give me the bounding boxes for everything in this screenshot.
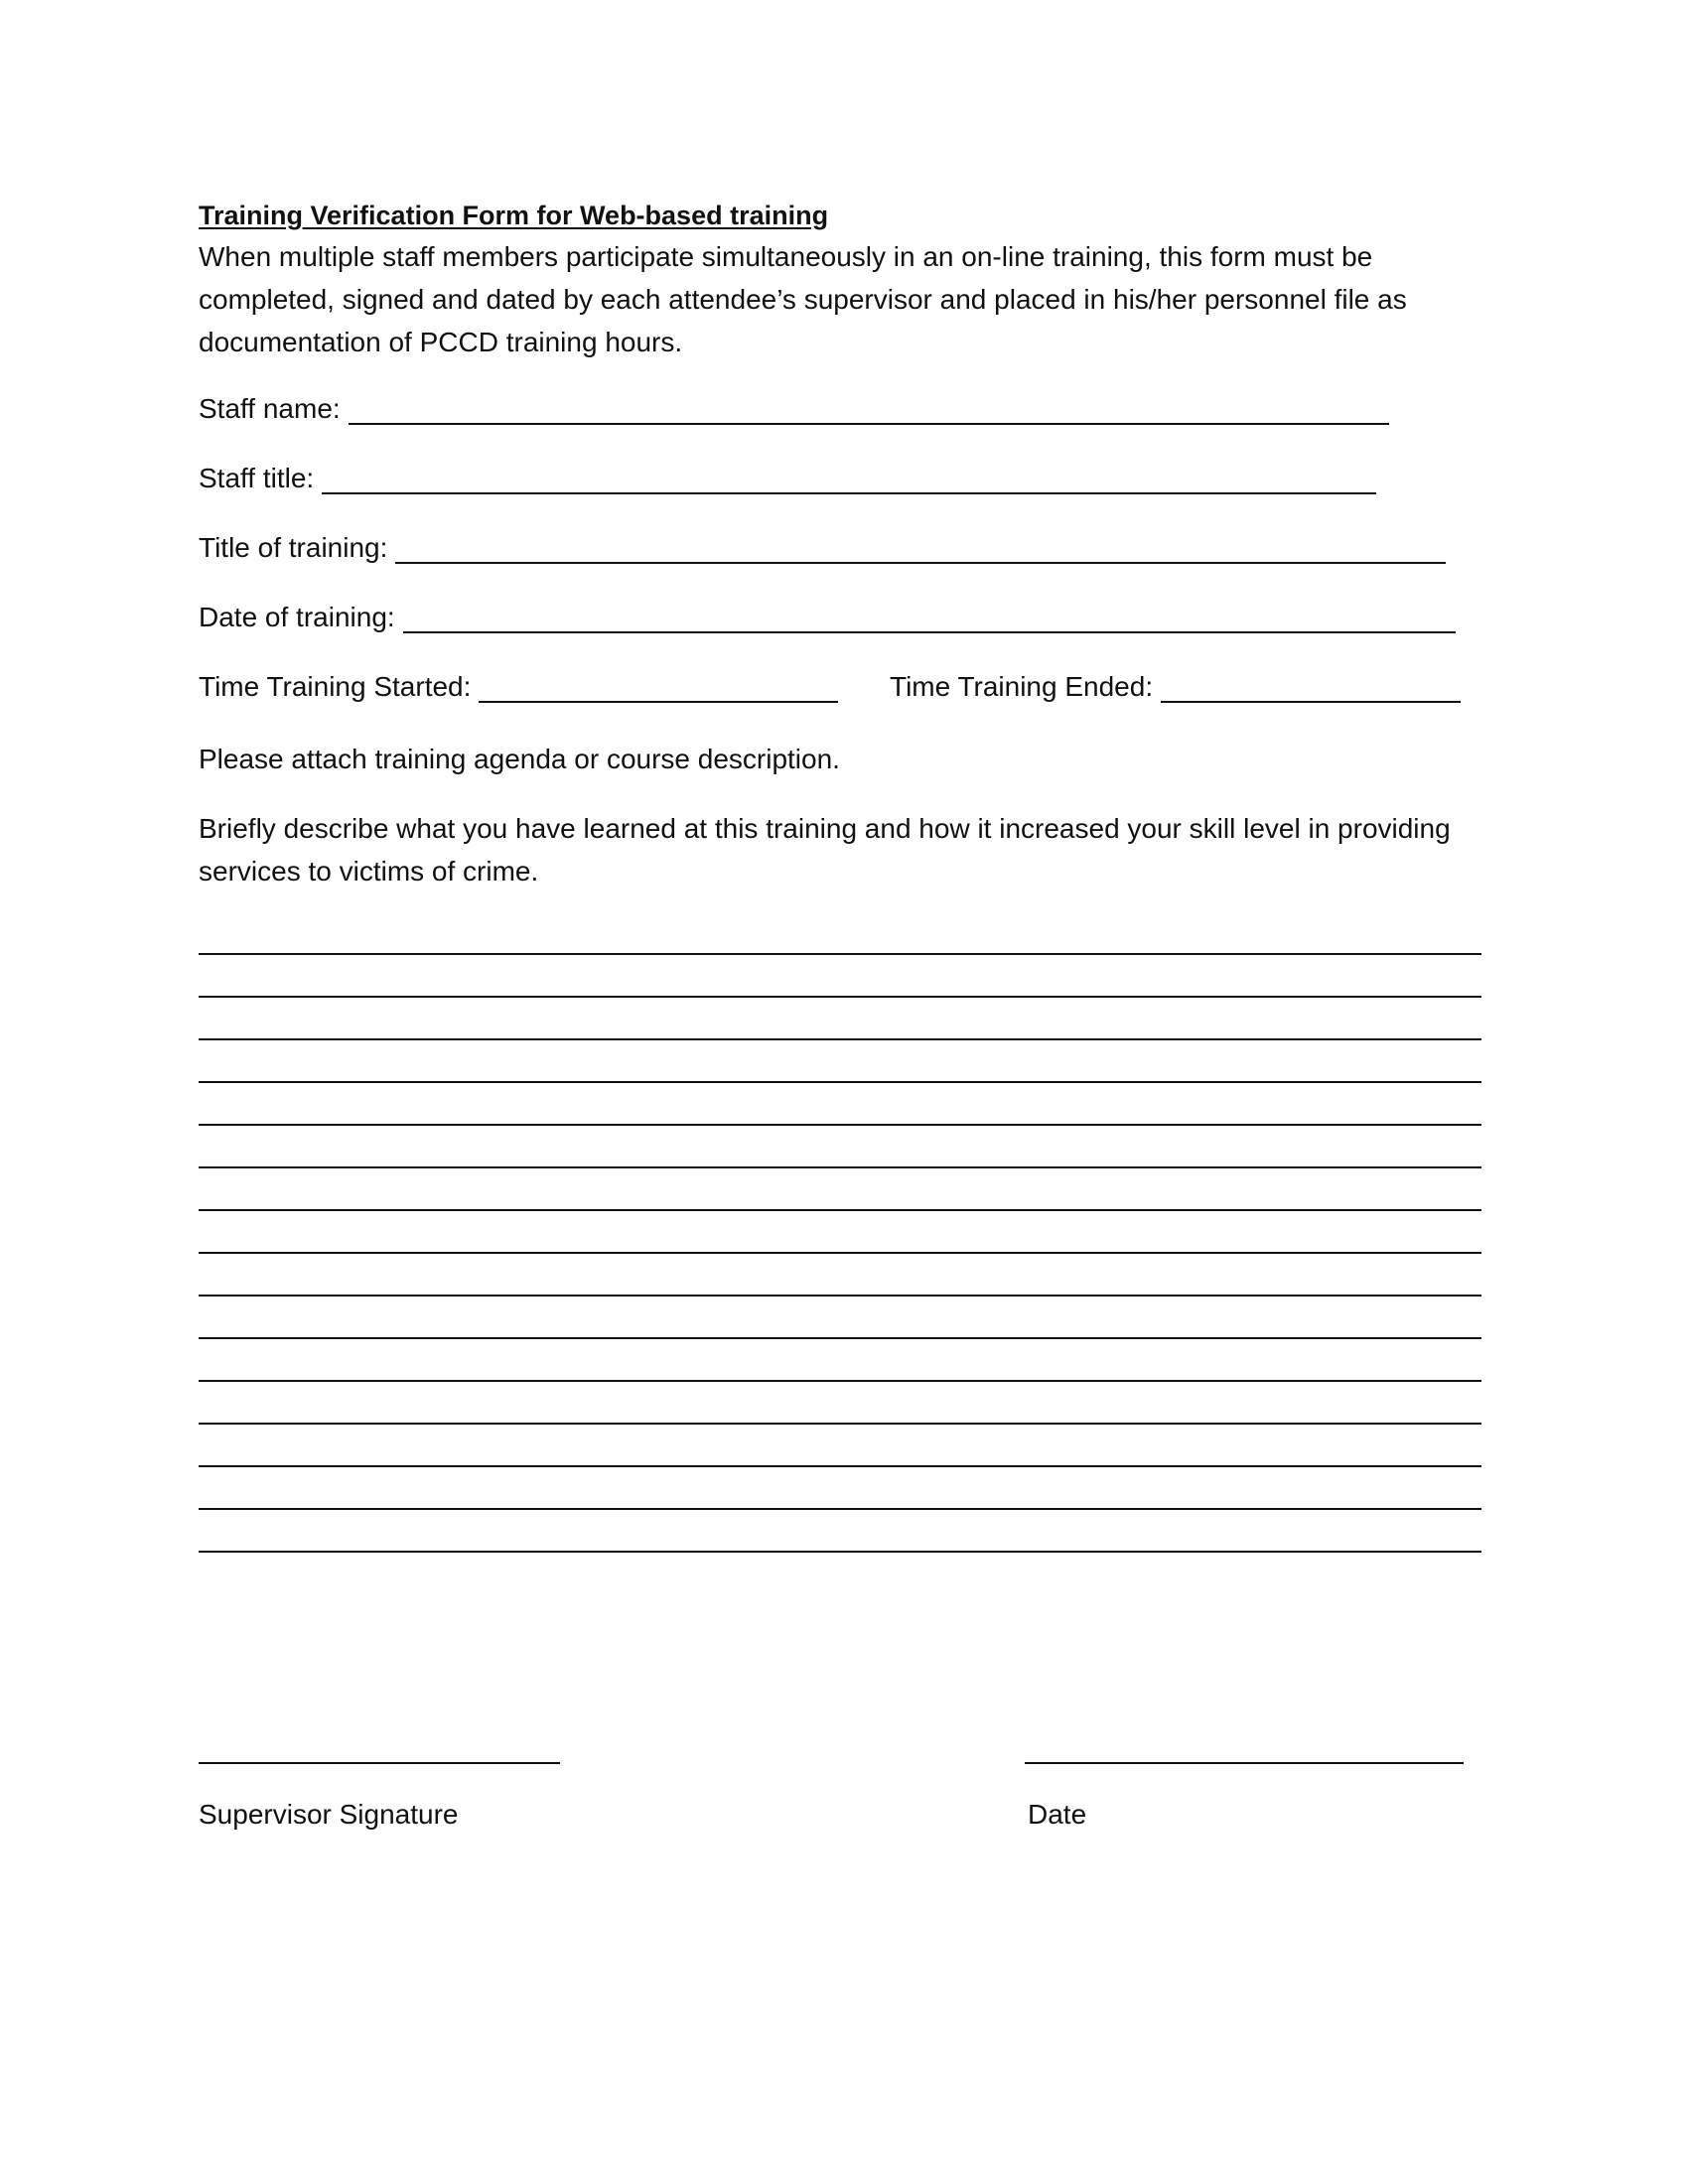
staff-name-field — [199, 389, 1389, 429]
description-line[interactable] — [199, 1551, 1481, 1553]
description-line[interactable] — [199, 1209, 1481, 1211]
staff-title-input-line[interactable] — [322, 463, 1376, 494]
description-line[interactable] — [199, 1508, 1481, 1510]
description-line[interactable] — [199, 1465, 1481, 1467]
time-ended-field — [890, 667, 1461, 707]
description-line[interactable] — [199, 1380, 1481, 1382]
time-started-field — [199, 667, 838, 707]
supervisor-signature-label: Supervisor Signature — [199, 1799, 459, 1830]
training-title-input-line[interactable] — [395, 532, 1446, 564]
time-ended-label: Time Training Ended: — [890, 671, 1154, 702]
description-line[interactable] — [199, 1252, 1481, 1254]
staff-title-label: Staff title: — [199, 463, 315, 493]
form-title: Training Verification Form for Web-based training — [199, 201, 829, 230]
description-line[interactable] — [199, 1337, 1481, 1339]
time-ended-input-line[interactable] — [1161, 671, 1461, 703]
description-line[interactable] — [199, 1081, 1481, 1083]
staff-title-field — [199, 459, 1376, 498]
description-line[interactable] — [199, 1038, 1481, 1040]
description-line[interactable] — [199, 953, 1481, 955]
signature-date-label: Date — [1028, 1799, 1087, 1830]
description-line[interactable] — [199, 996, 1481, 998]
training-title-field — [199, 528, 1446, 568]
staff-name-input-line[interactable] — [349, 393, 1389, 425]
form-intro: When multiple staff members participate simultaneously in an on-line training, this form must be completed, signed and dated by each attendee’s supervisor and placed in his/her personnel file as documentation of PCCD training hours. — [199, 241, 1407, 357]
time-started-label: Time Training Started: — [199, 671, 472, 702]
time-started-input-line[interactable] — [479, 671, 838, 703]
training-title-label: Title of training: — [199, 532, 388, 563]
signature-date-line[interactable] — [1025, 1762, 1464, 1764]
attach-note: Please attach training agenda or course description. — [199, 744, 840, 774]
description-line[interactable] — [199, 1423, 1481, 1425]
description-line[interactable] — [199, 1124, 1481, 1126]
training-date-input-line[interactable] — [403, 602, 1456, 633]
describe-prompt: Briefly describe what you have learned at this training and how it increased your skill level in providing services to victims of crime. — [199, 813, 1451, 887]
training-date-field — [199, 598, 1456, 637]
staff-name-label: Staff name: — [199, 393, 341, 424]
description-line[interactable] — [199, 1166, 1481, 1168]
training-date-label: Date of training: — [199, 602, 395, 632]
description-line[interactable] — [199, 1295, 1481, 1297]
supervisor-signature-line[interactable] — [199, 1762, 560, 1764]
